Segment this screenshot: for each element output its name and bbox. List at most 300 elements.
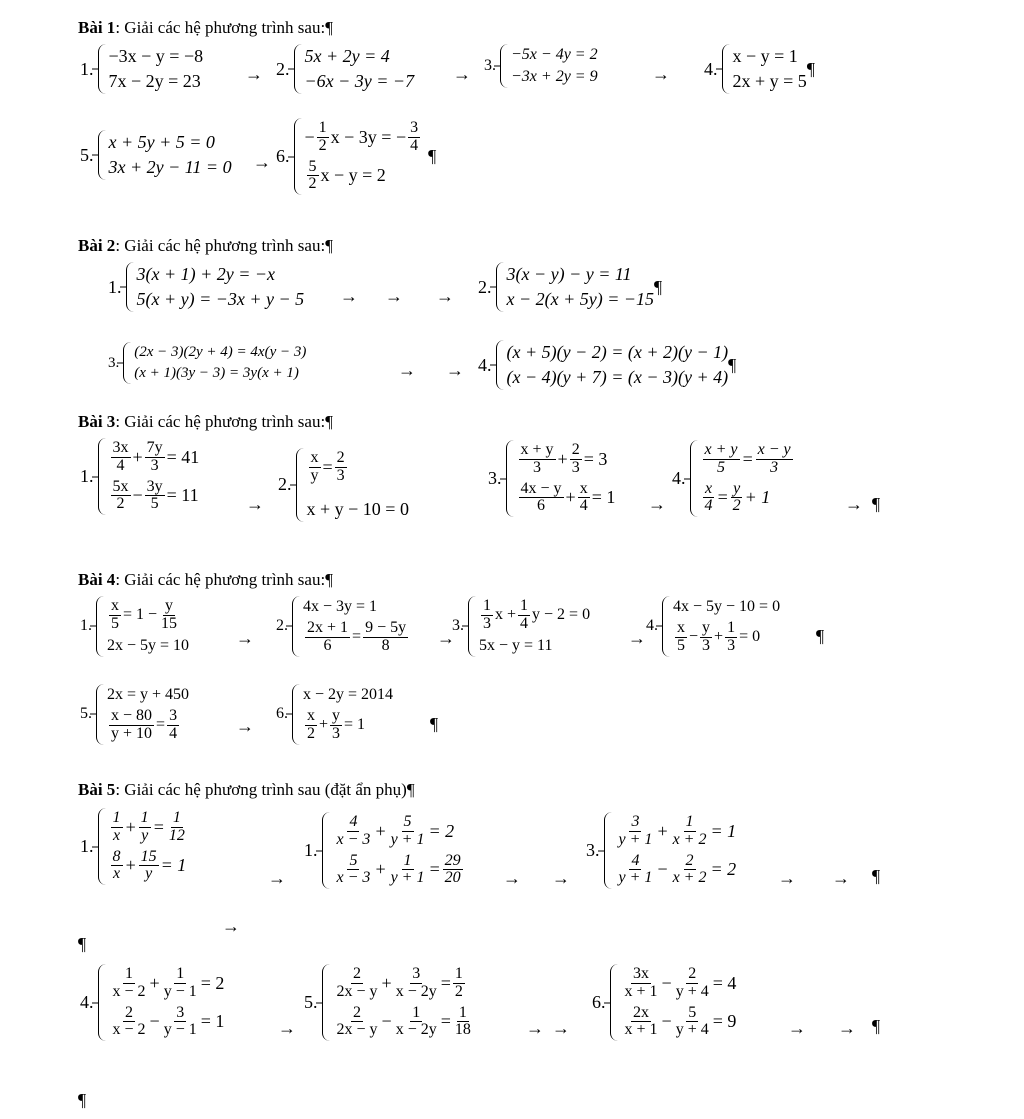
equation-list <box>107 596 189 657</box>
pilcrow-mark: ¶ <box>654 276 663 297</box>
arrow-mark: → <box>503 868 521 888</box>
math-text: + 1 <box>744 487 771 508</box>
equation-system <box>322 812 465 889</box>
fraction-denominator: x + 1 <box>624 1021 658 1039</box>
math-text: = 1 <box>200 1011 225 1032</box>
equation-2: (x − 4)(y + 7) = (x − 3)(y + 4) <box>506 367 729 387</box>
arrow-mark: → <box>778 868 796 888</box>
bai3-problem-3 <box>488 440 615 517</box>
problem-number: 4. <box>646 617 658 635</box>
bai4-problem-1 <box>80 596 189 657</box>
fraction-denominator: y − 1 <box>163 982 197 1000</box>
math-text: = 11 <box>166 485 199 506</box>
arrow-mark: → <box>236 628 254 648</box>
fraction-denominator: 2x − y <box>336 982 378 1000</box>
equation-list <box>333 812 465 889</box>
fraction <box>317 120 329 155</box>
fraction <box>145 440 165 475</box>
equation-1: 3(x − y) − y = 11 <box>506 264 632 284</box>
brace <box>322 812 330 889</box>
fraction-numerator: 2 <box>571 441 580 458</box>
pilcrow-mark: ¶ <box>728 354 737 375</box>
fraction-numerator: 3 <box>631 813 640 830</box>
equation: $\frac{3x}{x + 1}$ − $\frac{2}{y + 4}$ = 4 <box>624 965 737 1000</box>
fraction <box>453 966 465 1001</box>
equation-system <box>98 964 225 1041</box>
fraction-numerator: x <box>677 619 685 636</box>
fraction-numerator: 7y <box>146 439 163 456</box>
fraction-numerator: 1 <box>412 1003 421 1021</box>
fraction-denominator: 3 <box>150 456 159 474</box>
fraction <box>674 966 711 1001</box>
fraction-numerator: 2x + 1 <box>307 619 349 636</box>
equation-1: (x + 5)(y − 2) = (x + 2)(y − 1) <box>506 342 729 362</box>
equation-1: 5x + 2y = 4 <box>304 46 390 66</box>
equation: $\frac{4}{x - 3}$ + $\frac{5}{y + 1}$ = 2 <box>336 813 455 848</box>
equation: $\frac{x}{4}$ = $\frac{y}{2}$ + 1 <box>704 479 771 515</box>
fraction <box>167 708 179 743</box>
brace <box>123 342 131 384</box>
equation-2: 7x − 2y = 23 <box>108 71 201 91</box>
equation: − $\frac{1}{2}$ x − 3y = − $\frac{3}{4}$ <box>304 119 419 154</box>
fraction <box>394 1005 439 1040</box>
fraction <box>162 966 199 1001</box>
fraction-denominator: y <box>141 826 149 844</box>
fraction <box>307 159 319 194</box>
brace <box>496 262 504 312</box>
fraction-denominator: 2 <box>732 497 741 515</box>
math-text: y − 2 = 0 <box>532 606 591 624</box>
fraction <box>675 620 687 655</box>
pilcrow-mark: ¶ <box>325 570 333 589</box>
bai5-problem-6 <box>592 964 736 1041</box>
fraction <box>578 481 590 516</box>
bai5-problem-3 <box>586 812 736 889</box>
equation-2: −3x + 2y = 9 <box>511 68 598 85</box>
fraction-denominator: y + 1 <box>618 830 653 848</box>
equation-system <box>96 596 189 657</box>
equation-system <box>500 44 598 88</box>
equation-list <box>333 964 475 1041</box>
fraction-numerator: x <box>579 479 588 497</box>
bai3-problem-1 <box>80 438 199 515</box>
bai1-problem-1 <box>80 44 203 94</box>
equation-2: x + y − 10 = 0 <box>306 498 409 519</box>
math-text: = 1 <box>591 487 616 508</box>
equation-2: x − 2(x + 5y) = −15 <box>506 289 655 309</box>
bai4-problem-4 <box>646 596 780 657</box>
brace <box>500 44 508 88</box>
section-title-bai2 <box>78 236 333 256</box>
fraction <box>111 440 131 475</box>
equation-2: 3x + 2y − 11 = 0 <box>108 157 232 177</box>
bai1-problem-5 <box>80 130 232 180</box>
equation-system <box>123 342 306 384</box>
equation-1: 4x − 5y − 10 = 0 <box>673 598 781 615</box>
equation-1: −5x − 4y = 2 <box>511 46 598 63</box>
fraction <box>109 708 154 743</box>
fraction-denominator: 4 <box>704 497 713 515</box>
fraction-numerator: 2 <box>353 965 362 982</box>
fraction <box>519 481 564 516</box>
equation-list <box>511 44 598 88</box>
fraction-denominator: 20 <box>444 869 461 887</box>
problem-number: 2. <box>478 276 492 297</box>
section-label: Bài 5 <box>78 780 116 799</box>
fraction <box>453 1005 473 1040</box>
fraction-numerator: 2 <box>353 1003 362 1021</box>
fraction <box>305 708 317 743</box>
fraction <box>309 450 321 485</box>
fraction-numerator: 1 <box>176 965 185 982</box>
fraction-denominator: x − 3 <box>336 869 371 887</box>
section-text: : Giải các hệ phương trình sau: <box>115 236 326 255</box>
pilcrow-mark: ¶ <box>325 18 333 37</box>
section-title-bai5 <box>78 780 415 800</box>
fraction <box>335 450 347 485</box>
problem-number: 3. <box>452 617 464 635</box>
section-text: : Giải các hệ phương trình sau: <box>115 412 326 431</box>
fraction-numerator: 1 <box>685 813 694 830</box>
fraction-numerator: 4 <box>631 851 640 869</box>
fraction-numerator: x <box>307 707 315 724</box>
fraction-numerator: 1 <box>112 809 121 826</box>
equation-system <box>296 448 409 522</box>
fraction-denominator: 2 <box>454 982 463 1000</box>
equation-list <box>305 44 415 94</box>
math-text: = 1 <box>160 855 187 876</box>
equation-system <box>662 596 780 657</box>
fraction-numerator: 4x − y <box>520 479 562 497</box>
arrow-mark: → <box>340 286 358 306</box>
fraction-numerator: 1 <box>403 851 412 869</box>
fraction-numerator: y <box>702 619 711 636</box>
fraction-numerator: x <box>310 449 319 466</box>
section-text: : Giải các hệ phương trình sau: <box>115 570 326 589</box>
math-text: = 1 <box>710 820 737 841</box>
fraction-denominator: x <box>112 865 121 883</box>
arrow-mark: → <box>436 286 454 306</box>
equation-list <box>517 440 616 517</box>
equation-list <box>507 340 729 390</box>
brace <box>296 448 304 522</box>
fraction-numerator: y <box>332 707 341 724</box>
equation-1: −3x − y = −8 <box>108 46 204 66</box>
fraction-denominator: 3 <box>727 636 736 654</box>
problem-number: 1. <box>80 617 92 635</box>
arrow-mark: → <box>453 64 471 84</box>
fraction <box>725 620 737 655</box>
equation-system <box>496 340 729 390</box>
equation <box>305 157 423 196</box>
pilcrow-mark: ¶ <box>428 146 437 167</box>
fraction-denominator: y <box>310 466 319 484</box>
fraction-denominator: 2 <box>307 724 315 742</box>
fraction-denominator: 3 <box>770 458 779 476</box>
fraction-numerator: 1 <box>727 619 736 636</box>
equation-1: 2x = y + 450 <box>107 686 190 703</box>
arrow-mark: → <box>526 1018 544 1038</box>
problem-number: 6. <box>276 146 290 167</box>
problem-number: 3. <box>586 840 600 861</box>
fraction-numerator: y <box>165 597 174 614</box>
equation-list <box>307 448 409 522</box>
equation: $\frac{5x}{2}$ − $\frac{3y}{5}$ = 11 <box>112 477 199 513</box>
brace <box>662 596 670 657</box>
fraction-denominator: 3 <box>332 724 341 742</box>
fraction-denominator: 5 <box>677 636 685 654</box>
equation-1: 4x − 3y = 1 <box>303 598 378 615</box>
problem-number: 4. <box>478 354 492 375</box>
fraction-denominator: 4 <box>169 724 178 742</box>
equation: $\frac{8}{x}$ + $\frac{15}{y}$ = 1 <box>112 847 187 883</box>
pilcrow-mark: ¶ <box>872 494 881 514</box>
fraction <box>111 849 123 884</box>
fraction-denominator: 2 <box>308 175 317 193</box>
fraction-denominator: x − 2 <box>112 982 146 1000</box>
problem-number: 1. <box>108 276 122 297</box>
pilcrow-mark: ¶ <box>78 934 87 954</box>
equation: $\frac{5}{x - 3}$ + $\frac{1}{y + 1}$ = $\frac{29}{20}$ <box>336 851 461 887</box>
section-label: Bài 3 <box>78 412 116 431</box>
equation: $\frac{x + y}{5}$ = $\frac{x - y}{3}$ <box>704 441 791 476</box>
fraction <box>703 442 740 477</box>
pilcrow-mark: ¶ <box>872 1016 881 1036</box>
arrow-mark: → <box>268 868 286 888</box>
fraction <box>731 481 743 516</box>
math-text: = 9 <box>712 1011 737 1032</box>
fraction-numerator: 1 <box>454 965 463 982</box>
fraction-numerator: 2 <box>336 449 345 466</box>
equation-2: 2x − 5y = 10 <box>107 636 190 654</box>
fraction-denominator: 12 <box>168 826 185 844</box>
brace <box>690 440 698 517</box>
equation-list <box>733 44 807 94</box>
fraction-denominator: 18 <box>454 1021 471 1039</box>
section-text: : Giải các hệ phương trình sau (đặt ẩn phụ) <box>115 780 407 799</box>
fraction <box>570 442 582 477</box>
fraction-denominator: 8 <box>381 636 390 654</box>
fraction <box>335 814 373 849</box>
equation-1: 3(x + 1) + 2y = −x <box>136 264 276 284</box>
math-text: = 1 <box>344 716 366 734</box>
fraction-numerator: 1 <box>520 597 529 614</box>
fraction-denominator: y + 1 <box>390 830 425 848</box>
problem-number: 3. <box>108 354 120 371</box>
equation-system <box>468 596 590 657</box>
equation: $\frac{2}{x - 2}$ − $\frac{3}{y - 1}$ = 1 <box>112 1003 225 1039</box>
equation-list <box>621 964 737 1041</box>
pilcrow-mark: ¶ <box>430 714 439 734</box>
fraction-denominator: 2 <box>318 136 327 154</box>
fraction <box>671 814 709 849</box>
fraction-numerator: 1 <box>318 119 327 136</box>
bai4-problem-3 <box>452 596 590 657</box>
section-title-bai3 <box>78 412 333 432</box>
arrow-mark: → <box>398 360 416 380</box>
equation-list <box>107 684 189 745</box>
fraction <box>674 1005 711 1040</box>
equation-list <box>303 684 393 745</box>
math-text: = 2 <box>710 859 737 880</box>
fraction-denominator: y + 4 <box>675 1021 709 1039</box>
section-text: : Giải các hệ phương trình sau: <box>115 18 326 37</box>
equation: $\frac{1}{x}$ + $\frac{1}{y}$ = $\frac{1}{12}$ <box>112 809 185 844</box>
arrow-mark: → <box>245 64 263 84</box>
fraction <box>159 598 179 633</box>
bai2-problem-4 <box>478 340 736 390</box>
bai2-problem-2 <box>478 262 662 312</box>
brace <box>294 118 302 195</box>
fraction-denominator: 3 <box>336 466 345 484</box>
equation-system <box>98 44 204 94</box>
math-text: = 41 <box>166 446 200 467</box>
fraction-denominator: 4 <box>579 497 588 515</box>
pilcrow-mark: ¶ <box>325 412 333 431</box>
equation-system <box>496 262 655 312</box>
fraction-denominator: 4 <box>520 614 529 632</box>
equation-list <box>507 262 655 312</box>
equation-system <box>610 964 737 1041</box>
fraction <box>389 814 427 849</box>
equation: $\frac{2x + 1}{6}$ = $\frac{9 - 5y}{8}$ <box>307 619 407 654</box>
fraction <box>671 853 709 888</box>
equation-system <box>690 440 795 517</box>
brace <box>292 684 300 745</box>
equation-list <box>109 44 204 94</box>
problem-number: 6. <box>592 992 606 1013</box>
bai5-problem-1b <box>304 812 465 889</box>
equation-system <box>294 44 415 94</box>
equation-system <box>98 130 232 180</box>
fraction-numerator: 5 <box>308 157 317 175</box>
brace <box>98 130 106 180</box>
equation-list <box>303 596 410 657</box>
equation-2: 5x − y = 11 <box>479 636 553 654</box>
section-label: Bài 4 <box>78 570 116 589</box>
section-title-bai1 <box>78 18 333 38</box>
fraction-denominator: 6 <box>537 497 546 515</box>
brace <box>722 44 730 94</box>
arrow-mark: → <box>236 716 254 736</box>
brace <box>294 44 302 94</box>
fraction-numerator: 3 <box>169 707 178 724</box>
fraction <box>519 442 556 477</box>
fraction-denominator: x − 2 <box>112 1021 146 1039</box>
equation-system <box>506 440 616 517</box>
fraction-denominator: x + 2 <box>672 869 707 887</box>
brace <box>506 440 514 517</box>
fraction-numerator: 3x <box>633 965 650 982</box>
equation-list <box>673 596 780 657</box>
fraction-denominator: 3 <box>483 614 491 632</box>
pilcrow-mark: ¶ <box>325 236 333 255</box>
fraction <box>111 810 123 845</box>
fraction-numerator: 2x <box>633 1003 650 1021</box>
fraction-numerator: 3 <box>176 1003 185 1021</box>
arrow-mark: → <box>246 494 264 514</box>
equation: $\frac{2x}{x + 1}$ − $\frac{5}{y + 4}$ = 9 <box>624 1003 737 1039</box>
equation-2: (x + 1)(3y − 3) = 3y(x + 1) <box>134 365 299 381</box>
fraction-denominator: y <box>145 865 153 883</box>
equation-system <box>322 964 475 1041</box>
equation-1: x − y = 1 <box>732 46 798 66</box>
fraction <box>756 442 793 477</box>
fraction-numerator: 5 <box>403 813 412 830</box>
fraction <box>139 810 151 845</box>
fraction-denominator: x + 2 <box>672 830 707 848</box>
fraction-numerator: 3y <box>146 477 163 495</box>
fraction <box>111 479 131 514</box>
brace <box>604 812 612 889</box>
bai3-problem-2 <box>278 448 409 522</box>
brace <box>98 44 106 94</box>
math-text: = 0 <box>739 628 761 646</box>
bai5-problem-5 <box>304 964 475 1041</box>
problem-number: 1. <box>80 836 94 857</box>
bai2-problem-3 <box>108 342 306 384</box>
fraction-denominator: 5 <box>150 495 159 513</box>
problem-number: 6. <box>276 705 288 723</box>
equation-list <box>701 440 795 517</box>
fraction <box>363 620 408 655</box>
fraction <box>481 598 493 633</box>
fraction <box>389 853 427 888</box>
equation-system <box>294 118 423 195</box>
fraction-denominator: 3 <box>533 458 542 476</box>
fraction-denominator: x + 1 <box>624 982 658 1000</box>
equation: $\frac{2}{2x - y}$ − $\frac{1}{x - 2y}$ = $\frac{1}{18}$ <box>336 1003 471 1039</box>
equation: $\frac{x}{y}$ = $\frac{2}{3}$ <box>310 449 345 484</box>
problem-number: 2. <box>278 474 292 495</box>
fraction-denominator: y − 1 <box>163 1021 197 1039</box>
brace <box>610 964 618 1041</box>
problem-number: 4. <box>80 992 94 1013</box>
fraction <box>700 620 712 655</box>
fraction-numerator: x − 80 <box>111 707 153 724</box>
brace <box>468 596 476 657</box>
fraction <box>408 120 420 155</box>
problem-number: 4. <box>672 468 686 489</box>
equation: $\frac{x + y}{3}$ + $\frac{2}{3}$ = 3 <box>520 441 608 476</box>
brace <box>322 964 330 1041</box>
fraction <box>617 814 655 849</box>
equation <box>107 596 189 635</box>
problem-number: 5. <box>80 144 94 165</box>
fraction <box>518 598 530 633</box>
fraction <box>623 966 660 1001</box>
arrow-mark: → <box>838 1018 856 1038</box>
fraction-denominator: 3 <box>571 458 580 476</box>
equation-system <box>604 812 737 889</box>
equation-system <box>98 438 200 515</box>
problem-number: 4. <box>704 58 718 79</box>
fraction-numerator: 2 <box>688 965 697 982</box>
fraction-denominator: 3 <box>702 636 711 654</box>
bai4-problem-5 <box>80 684 189 745</box>
section-label: Bài 1 <box>78 18 116 37</box>
fraction <box>335 966 380 1001</box>
arrow-mark: → <box>845 494 863 514</box>
equation-1: x − 2y = 2014 <box>303 686 394 703</box>
fraction-numerator: 3 <box>410 119 419 136</box>
arrow-mark: → <box>222 916 240 936</box>
fraction-numerator: x <box>704 479 713 497</box>
fraction-denominator: 5 <box>111 614 119 632</box>
equation: $\frac{2}{2x - y}$ + $\frac{3}{x - 2y}$ = $\frac{1}{2}$ <box>336 965 463 1000</box>
fraction-numerator: 1 <box>458 1003 467 1021</box>
fraction <box>335 853 373 888</box>
